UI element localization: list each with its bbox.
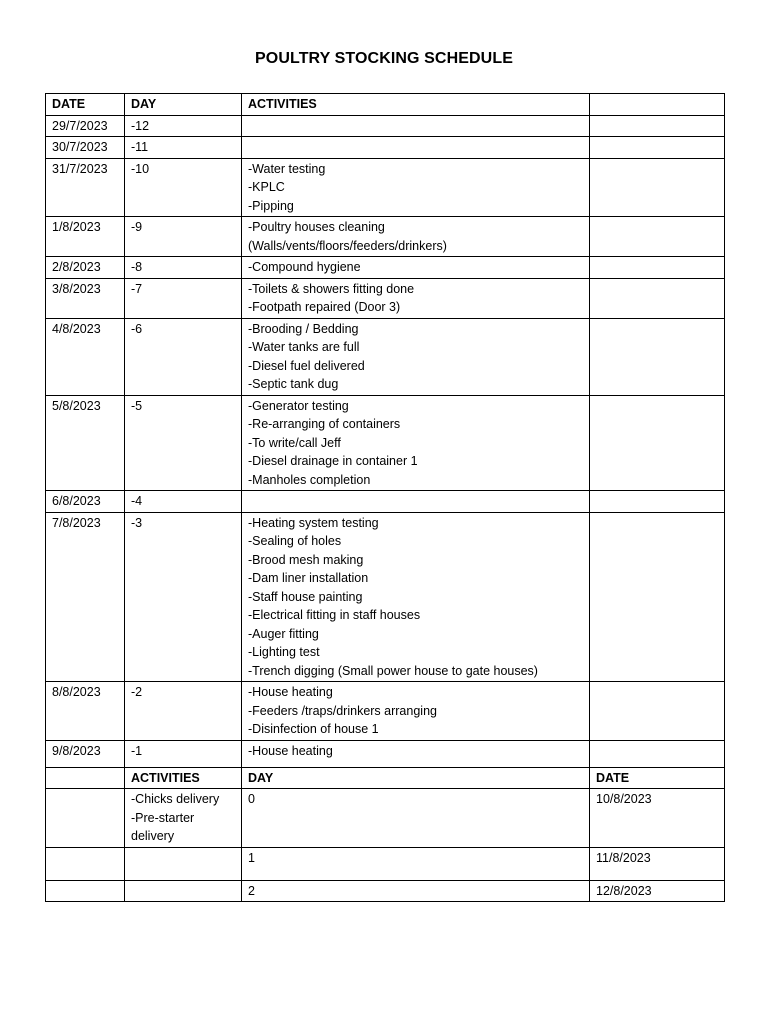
- date-cell: 8/8/2023: [46, 682, 125, 741]
- date-cell: 2/8/2023: [46, 257, 125, 279]
- day-cell: -9: [125, 217, 242, 257]
- activity-item: -House heating: [248, 743, 333, 758]
- activity-item: -Compound hygiene: [248, 260, 361, 274]
- empty-cell: [590, 137, 725, 159]
- header-cell: DATE: [46, 94, 125, 116]
- date-cell: 10/8/2023: [590, 789, 725, 848]
- table-row: [46, 217, 725, 257]
- day-cell: -12: [125, 115, 242, 137]
- date-cell: 4/8/2023: [46, 318, 125, 395]
- activities-cell: [125, 789, 242, 848]
- day-cell: -11: [125, 137, 242, 159]
- table-row: [46, 740, 725, 767]
- activities-cell: [242, 115, 590, 137]
- activities-cell: [125, 880, 242, 902]
- empty-cell: [590, 491, 725, 513]
- activity-item: (Walls/vents/floors/feeders/drinkers): [248, 238, 447, 253]
- activity-item: -Electrical fitting in staff houses: [248, 608, 421, 622]
- schedule-table: [45, 93, 725, 902]
- date-cell: 31/7/2023: [46, 158, 125, 217]
- header-cell: ACTIVITIES: [125, 767, 242, 789]
- empty-cell: [46, 847, 125, 880]
- day-cell: -5: [125, 395, 242, 491]
- day-cell: 2: [242, 880, 590, 902]
- activities-cell: [242, 395, 590, 491]
- activity-item: -Manholes completion: [248, 472, 371, 487]
- activity-item: -Diesel drainage in container 1: [248, 454, 418, 468]
- date-cell: 7/8/2023: [46, 512, 125, 682]
- table-row: [46, 395, 725, 491]
- activities-cell: [242, 318, 590, 395]
- activity-item: -Toilets & showers fitting done: [248, 281, 415, 296]
- table-row: [46, 789, 725, 848]
- activity-item: -KPLC: [248, 180, 285, 194]
- day-cell: -3: [125, 512, 242, 682]
- activity-item: delivery: [131, 829, 175, 843]
- activity-item: -Brood mesh making: [248, 552, 364, 567]
- activities-cell: [242, 740, 590, 767]
- table-row: [46, 512, 725, 682]
- table-row: [46, 491, 725, 513]
- table-row: [46, 257, 725, 279]
- activity-item: -Pre-starter: [131, 810, 195, 825]
- table-row: [46, 137, 725, 159]
- empty-cell: [590, 682, 725, 741]
- activity-item: -Water testing: [248, 161, 326, 176]
- activity-item: -Trench digging (Small power house to gate houses): [248, 663, 538, 678]
- activity-item: -Brooding / Bedding: [248, 321, 359, 336]
- empty-cell: [590, 257, 725, 279]
- activity-item: -Diesel fuel delivered: [248, 358, 365, 373]
- empty-cell: [46, 789, 125, 848]
- table-row: [46, 115, 725, 137]
- empty-cell: [590, 740, 725, 767]
- day-cell: -10: [125, 158, 242, 217]
- date-cell: 6/8/2023: [46, 491, 125, 513]
- empty-cell: [590, 512, 725, 682]
- activities-cell: [242, 278, 590, 318]
- day-cell: 1: [242, 847, 590, 880]
- day-cell: -2: [125, 682, 242, 741]
- activities-cell: [242, 512, 590, 682]
- table-header-row: [46, 94, 725, 116]
- activity-item: -Heating system testing: [248, 515, 379, 530]
- date-cell: 5/8/2023: [46, 395, 125, 491]
- table-row: [46, 847, 725, 880]
- activity-item: -Poultry houses cleaning: [248, 220, 385, 234]
- activity-item: -Re-arranging of containers: [248, 417, 401, 431]
- empty-cell: [590, 318, 725, 395]
- header-cell: [590, 94, 725, 116]
- activity-item: -Pipping: [248, 198, 294, 213]
- header-cell: ACTIVITIES: [242, 94, 590, 116]
- activity-item: -House heating: [248, 685, 333, 699]
- header-cell: DAY: [242, 767, 590, 789]
- activity-item: -Auger fitting: [248, 626, 319, 641]
- activity-item: -Septic tank dug: [248, 377, 339, 391]
- activity-item: -Sealing of holes: [248, 534, 342, 548]
- empty-cell: [590, 278, 725, 318]
- header-cell: DATE: [590, 767, 725, 789]
- activity-item: -Lighting test: [248, 645, 320, 659]
- date-cell: 9/8/2023: [46, 740, 125, 767]
- activities-cell: [242, 491, 590, 513]
- document-title: POULTRY STOCKING SCHEDULE: [255, 50, 513, 67]
- activity-item: -Water tanks are full: [248, 340, 360, 354]
- date-cell: 30/7/2023: [46, 137, 125, 159]
- table-row: [46, 158, 725, 217]
- activities-cell: [125, 847, 242, 880]
- second-header-row: [46, 767, 725, 789]
- empty-cell: [590, 158, 725, 217]
- activities-cell: [242, 137, 590, 159]
- activity-item: -Staff house painting: [248, 589, 363, 604]
- empty-cell: [46, 880, 125, 902]
- empty-cell: [590, 115, 725, 137]
- date-cell: 12/8/2023: [590, 880, 725, 902]
- day-cell: -4: [125, 491, 242, 513]
- day-cell: -6: [125, 318, 242, 395]
- date-cell: 11/8/2023: [590, 847, 725, 880]
- activity-item: -Feeders /traps/drinkers arranging: [248, 703, 437, 718]
- empty-cell: [590, 217, 725, 257]
- activity-item: -Chicks delivery: [131, 792, 220, 806]
- empty-cell: [590, 395, 725, 491]
- activity-item: -Dam liner installation: [248, 571, 369, 585]
- table-row: [46, 880, 725, 902]
- day-cell: -8: [125, 257, 242, 279]
- activity-item: -Disinfection of house 1: [248, 722, 379, 736]
- date-cell: 1/8/2023: [46, 217, 125, 257]
- table-row: [46, 682, 725, 741]
- activity-item: -To write/call Jeff: [248, 435, 341, 450]
- table-row: [46, 278, 725, 318]
- activity-item: -Generator testing: [248, 398, 349, 413]
- day-cell: -1: [125, 740, 242, 767]
- activities-cell: [242, 682, 590, 741]
- day-cell: -7: [125, 278, 242, 318]
- day-cell: 0: [242, 789, 590, 848]
- date-cell: 3/8/2023: [46, 278, 125, 318]
- header-cell: [46, 767, 125, 789]
- date-cell: 29/7/2023: [46, 115, 125, 137]
- activities-cell: [242, 158, 590, 217]
- activities-cell: [242, 217, 590, 257]
- header-cell: DAY: [125, 94, 242, 116]
- activities-cell: [242, 257, 590, 279]
- activity-item: -Footpath repaired (Door 3): [248, 300, 401, 314]
- table-row: [46, 318, 725, 395]
